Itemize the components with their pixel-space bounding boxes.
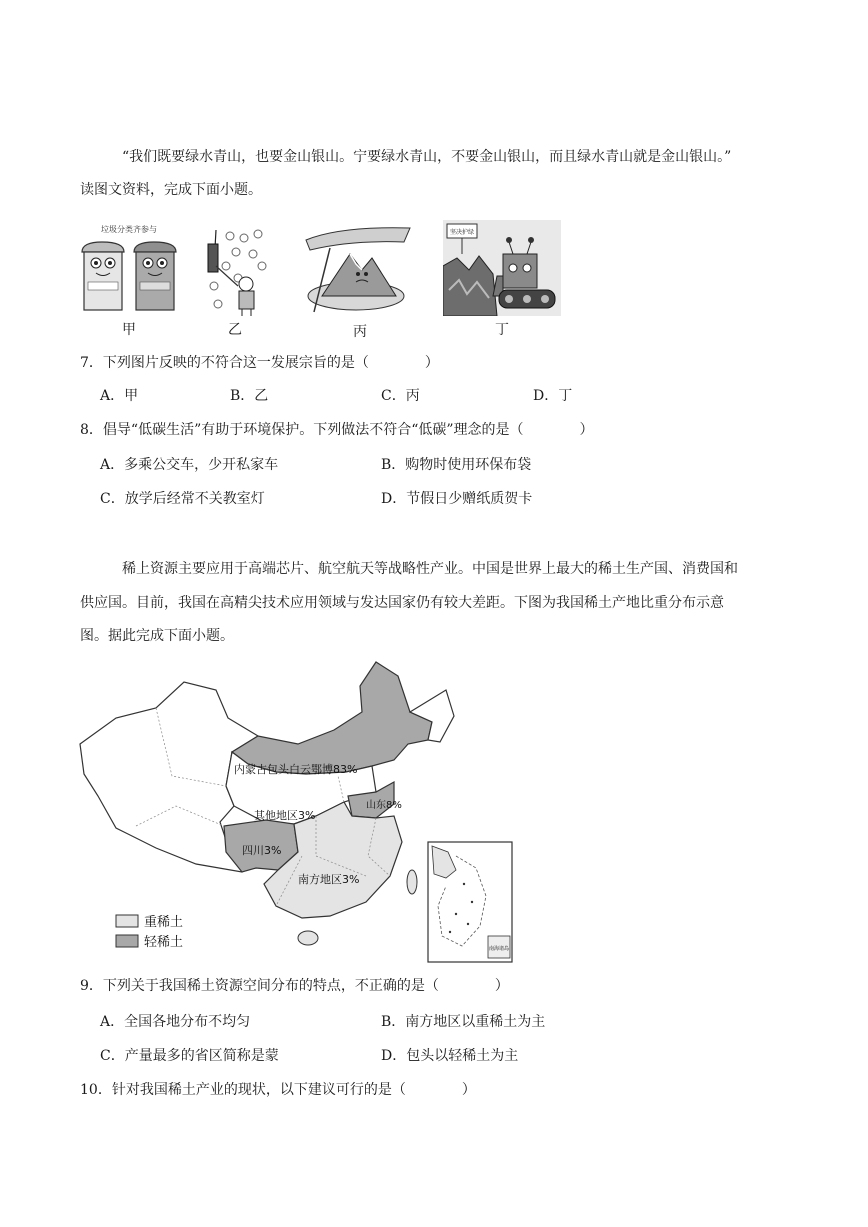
legend-heavy-swatch [116, 915, 138, 927]
hainan-island [298, 931, 318, 945]
firecrackers-icon [198, 226, 272, 318]
q9-stem: 9．下列关于我国稀土资源空间分布的特点，不正确的是（ ） [80, 978, 509, 994]
china-map [76, 656, 516, 966]
label-inner-mongolia: 内蒙古包头白云鄂博83% [234, 763, 358, 776]
q7-option-c[interactable]: C．丙 [381, 388, 420, 404]
bulldozer-forest-icon [443, 220, 561, 316]
q8-option-c[interactable]: C．放学后经常不关教室灯 [100, 491, 265, 507]
q8-option-a[interactable]: A．多乘公交车，少开私家车 [100, 457, 279, 473]
q7-option-b[interactable]: B．乙 [230, 388, 269, 404]
inner-mongolia-region [232, 662, 432, 774]
passage1-line2: 读图文资料，完成下面小题。 [80, 182, 262, 198]
q8-option-d[interactable]: D．节假日少赠纸质贺卡 [381, 491, 533, 507]
q9-option-c[interactable]: C．产量最多的省区简称是蒙 [100, 1048, 279, 1064]
passage2-line1: 稀上资源主要应用于高端芯片、航空航天等战略性产业。中国是世界上最大的稀土生产国、消费国和 [122, 561, 738, 577]
q8-option-b[interactable]: B．购物时使用环保布袋 [381, 457, 532, 473]
q9-option-d[interactable]: D．包头以轻稀土为主 [381, 1048, 519, 1064]
q8-stem: 8．倡导“低碳生活”有助于环境保护。下列做法不符合“低碳”理念的是（ ） [80, 422, 594, 438]
q9-option-a[interactable]: A．全国各地分布不均匀 [100, 1014, 251, 1030]
picture-yi [198, 226, 272, 322]
passage2-line3: 图。据此完成下面小题。 [80, 628, 234, 644]
label-other: 其他地区3% [254, 809, 316, 822]
polluted-mountain-icon [300, 220, 418, 316]
inset-label: 南海诸岛 [488, 946, 510, 952]
picture-ding [443, 220, 561, 320]
legend-light-label: 轻稀土 [144, 935, 184, 950]
q9-option-b[interactable]: B．南方地区以重稀土为主 [381, 1014, 546, 1030]
passage1-line1: “我们既要绿水青山，也要金山银山。宁要绿水青山，不要金山银山，而且绿水青山就是金山银山。” [122, 149, 732, 165]
picture-jia [74, 218, 184, 322]
sign-text: 坚决护绿 [449, 229, 475, 236]
legend-heavy-label: 重稀土 [144, 915, 184, 930]
picture-bing-caption: 丙 [353, 324, 367, 340]
picture-yi-caption: 乙 [228, 322, 242, 338]
banner-text: 垃圾分类齐参与 [101, 225, 157, 234]
passage2-line2: 供应国。目前，我国在高精尖技术应用领域与发达国家仍有较大差距。下图为我国稀土产地比重分布示意 [80, 595, 724, 611]
rare-earth-map [76, 656, 516, 970]
q10-stem: 10．针对我国稀土产业的现状，以下建议可行的是（ ） [80, 1082, 476, 1098]
q7-option-d[interactable]: D．丁 [533, 388, 573, 404]
q7-option-a[interactable]: A．甲 [100, 388, 139, 404]
label-shandong: 山东8% [366, 800, 402, 811]
picture-bing [300, 220, 418, 320]
picture-ding-caption: 丁 [495, 322, 509, 338]
legend-light-swatch [116, 935, 138, 947]
recycle-bins-icon [74, 218, 184, 318]
label-south: 南方地区3% [298, 873, 360, 886]
picture-jia-caption: 甲 [122, 322, 136, 338]
label-sichuan: 四川3% [242, 844, 282, 857]
q7-stem: 7．下列图片反映的不符合这一发展宗旨的是（ ） [80, 355, 439, 371]
taiwan-island [407, 870, 417, 894]
